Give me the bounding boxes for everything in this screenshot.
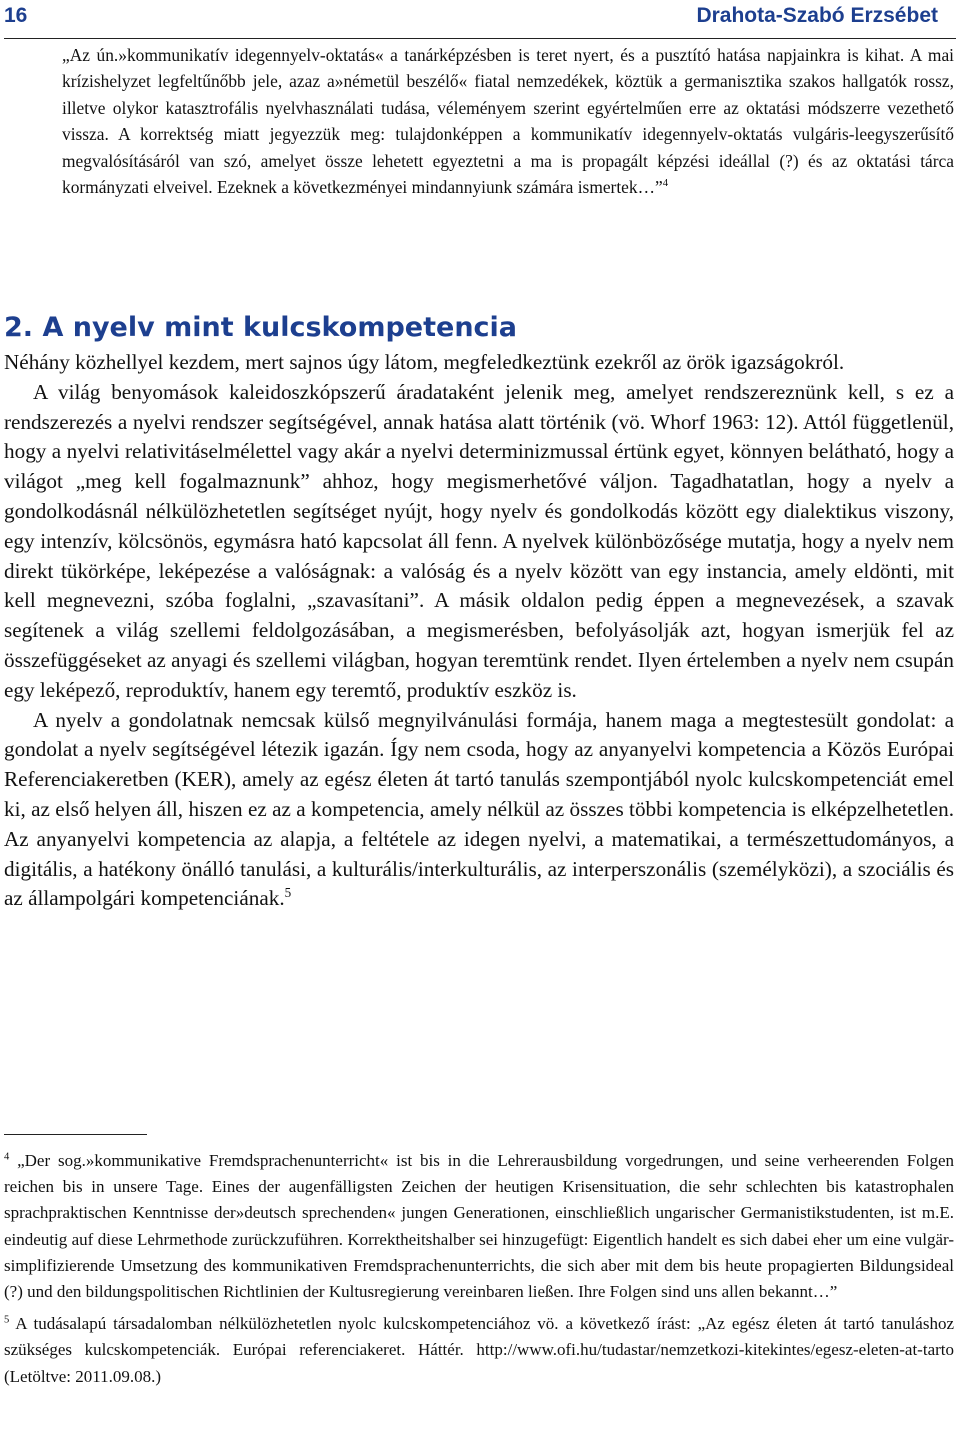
footnote-4-text: „Der sog.»kommunikative Fremdsprachenunterricht« ist bis in die Lehrerausbildung vorgedrungen, und seine verheerenden Folgen reichen bis in unsere Tage. Eines der augenfälligsten Zeichen der heutigen Krisensituation, die sehr schlechten bis katastrophalen sprachpraktischen Kenntnisse der»deutsch sprechenden« jungen Generationen, einschließlich ungarischer Germanistikstudenten, ist m.E. eindeutig auf diese Lehrmethode zurückzuführen. Korrektheitshalber sei hinzugefügt: Eigentlich handelt es sich dabei eher um eine vulgär-simplifizierende Umsetzung des kommunikativen Fremdsprachenunterrichts, die sich aber mit dem bis heute propagierten Bildungsideal (?) und den bildungspolitischen Richtlinien der Kultusregierung vereinbaren ließen. Ihre Folgen sind uns allen bekannt…” <box>4 1151 954 1302</box>
footnote-5 <box>4 1311 954 1390</box>
body-paragraph-2: A világ benyomások kaleidoszkópszerű áradataként jelenik meg, amelyet rendszereznünk kell, s ez a rendszerezés a nyelvi rendszer segítségével, annak hatása alatt történik (vö. Whorf 1963: 12). Attól függetlenül, hogy a nyelvi relativitáselmélettel vagy akár a nyelvi determinizmussal értünk egyet, könnyen belátható, hogy a világot „meg kell fogalmaznunk” ahhoz, hogy megismerhetővé váljon. Tagadhatatlan, hogy a nyelv a gondolkodásnál nélkülözhetetlen segítséget nyújt, hogy nyelv és gondolkodás között egy dialektikus viszony, egy intenzív, kölcsönös, egymásra ható kapcsolat áll fenn. A nyelvek különbözősége mutatja, hogy a nyelv nem direkt tükörképe, leképezése a valóságnak: a valóság és a nyelv között van egy instancia, amely eldönti, mit kell megnevezni, szóba foglalni, „szavasítani”. A másik oldalon pedig éppen a megnevezések, a szavak segítenek a világ szellemi feldolgozásában, a megismerésben, befolyásolják azt, hogyan ismerjük fel az összefüggéseket az anyagi és szellemi világban, hogyan teremtünk rendet. Ilyen értelemben a nyelv nem csupán egy leképező, reproduktív, hanem egy teremtő, produktív eszköz is. <box>4 379 954 702</box>
footnote-5-number: 5 <box>4 1314 10 1326</box>
quote-text: „Az ún.»kommunikatív idegennyelv-oktatás« a tanárképzésben is teret nyert, és a pusztító hatása napjainkra is kihat. A mai krízishelyzet legfeltűnőbb jele, azaz a»németül beszélő« fiatal nemzedékek, köztük a germanisztika szakos hallgatók rossz, illetve olykor katasztrofális nyelvhasználati tudása, véleményem szerint egyértelműen erre az oktatási módszerre vezethető vissza. A korrektség miatt jegyezzük meg: tulajdonképpen a kommunikatív idegennyelv-oktatás vulgáris-leegyszerűsítő megvalósításáról van szó, amelyet össze lehetett egyeztetni a ma is propagált képzési ideállal (?) és az oktatási tárca kormányzati elveivel. Ezeknek a következményei mindannyiunk számára ismertek…” <box>62 45 954 198</box>
running-head-author: Drahota-Szabó Erzsébet <box>696 4 938 27</box>
footnote-4 <box>4 1148 954 1305</box>
quote-paragraph <box>62 42 954 200</box>
body-paragraph-3-text: A nyelv a gondolatnak nemcsak külső megnyilvánulási formája, hanem maga a megtestesült gondolat: a gondolat a nyelv segítségével létezik igazán. Így nem csoda, hogy az anyanyelvi kompetencia a Közös Európai Referenciakeretben (KER), amely az egész életen át tartó tanulás szempontjából nyolc kulcskompetenciát emel ki, az első helyen áll, hiszen ez az a kompetencia, amely nélkül az összes többi kompetencia is elképzelhetetlen. Az anyanyelvi kompetencia az alapja, a feltétele az idegen nyelvi, a matematikai, a természettudományos, a digitális, a hatékony önálló tanulási, a kulturális/interkulturális, az interperszonális (személyközi), a szociális és az állampolgári kompetenciának. <box>4 707 954 911</box>
body-paragraph-1: Néhány közhellyel kezdem, mert sajnos úgy látom, megfeledkeztünk ezekről az örök igazságokról. <box>4 350 845 374</box>
page-number: 16 <box>4 4 28 27</box>
block-quote <box>62 42 954 200</box>
body-paragraph-3 <box>4 706 954 915</box>
section-heading: 2. A nyelv mint kulcskompetencia <box>4 312 518 343</box>
footnote-5-text: A tudásalapú társadalomban nélkülözhetetlen nyolc kulcskompetenciához vö. a következő írást: „Az egész életen át tartó tanuláshoz szükséges kulcskompetenciák. Európai referenciakeret. Háttér. http://www.ofi.hu/tudastar/nemzetkozi-kitekintes/egesz-eleten-at-tarto (Letöltve: 2011.09.08.) <box>4 1314 955 1386</box>
body-text <box>4 348 954 914</box>
footnote-ref-5: 5 <box>284 885 292 901</box>
footnote-separator <box>4 1134 147 1135</box>
footnote-ref-4: 4 <box>662 177 669 190</box>
footnotes <box>4 1148 954 1390</box>
running-header <box>4 0 956 39</box>
footnote-4-number: 4 <box>4 1151 10 1163</box>
